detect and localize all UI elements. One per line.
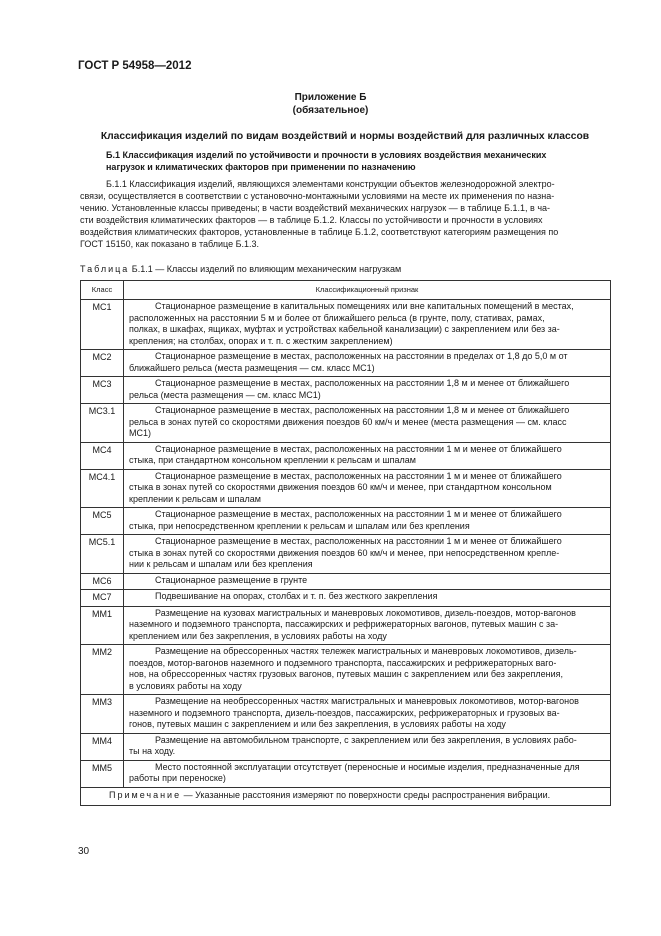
class-code-cell: ММ5 [81, 760, 124, 787]
description-line: рельса (места размещения — см. класс МС1) [129, 389, 321, 400]
class-description-cell [124, 733, 611, 760]
description-line: работы при переноске) [129, 773, 226, 783]
description-line: поездов, мотор-вагонов наземного и подземного транспорта, пассажирских и рефрижераторных ваго- [129, 657, 557, 668]
description-line: стыка, при стандартном консольном креплении к рельсам и шпалам [129, 455, 416, 465]
description-line: Подвешивание на опорах, столбах и т. п. без жесткого закрепления [155, 591, 438, 601]
class-description-cell [124, 404, 611, 443]
class-code-cell: МС5 [81, 508, 124, 535]
class-description-cell [124, 695, 611, 734]
description-line: ближайшего рельса (места размещения — см. класс МС1) [129, 362, 375, 373]
subsection-title-line: нагрузок и климатических факторов при применении по назначению [106, 161, 416, 172]
paragraph-line: ГОСТ 15150, как показано в таблице Б.1.3. [80, 238, 260, 249]
class-description-cell [124, 377, 611, 404]
description-line: стыка в зонах путей со скоростями движения поездов 60 км/ч и менее, при непосредственном крепле- [129, 547, 560, 558]
appendix-status: (обязательное) [292, 105, 369, 116]
table-note [81, 787, 611, 806]
note-text: — Указанные расстояния измеряют по поверхности среды распространения вибрации. [181, 789, 551, 800]
note-label: Примечание [109, 789, 182, 800]
table-caption-text: Б.1.1 — Классы изделий по влияющим механическим нагрузкам [129, 264, 402, 274]
description-line: Место постоянной эксплуатации отсутствует (переносные и носимые изделия, предназначенные для [155, 761, 580, 772]
description-line: наземного и подземного транспорта, пассажирских и рефрижераторных вагонов, путевых машин с за- [129, 619, 559, 629]
intro-paragraph [80, 179, 611, 250]
description-line: расположенных на расстоянии 5 м и более от ближайшего рельса (в грунте, полу, стативах, рамах, [129, 312, 545, 323]
class-code-cell: МС2 [81, 350, 124, 377]
description-line: нов, на обрессоренных частях грузовых вагонов, путевых машин с закреплением или без закрепления, [129, 669, 563, 679]
description-line: Стационарное размещение в местах, расположенных на расстоянии 1,8 м и менее от ближайшего [155, 378, 570, 388]
table-row [81, 508, 611, 535]
paragraph-line: воздействия климатических факторов, установленные в таблице Б.1.2, соответствуют категориям размещения по [80, 226, 559, 237]
class-description-cell [124, 590, 611, 607]
description-line: рельса в зонах путей со скоростями движения поездов 60 км/ч и менее (места размещения — см. класс [129, 416, 567, 427]
table-row [81, 733, 611, 760]
paragraph-line: чению. Установленные классы приведены; в части воздействий механических нагрузок — в таблице Б.1.1, в ча- [80, 202, 551, 213]
class-code-cell: ММ1 [81, 606, 124, 645]
description-line: Стационарное размещение в грунте [155, 574, 308, 585]
description-line: гонов, путевых машин с закреплением и или без закрепления, в условиях работы на ходу [129, 719, 506, 729]
class-description-cell [124, 760, 611, 787]
description-line: Размещение на обрессоренных частях тележек магистральных и маневровых локомотивов, дизель- [155, 646, 577, 656]
class-description-cell [124, 535, 611, 574]
class-description-cell [124, 508, 611, 535]
description-line: Стационарное размещение в капитальных помещениях или вне капитальных помещений в местах, [155, 301, 574, 311]
appendix-heading [0, 91, 661, 117]
table-row [81, 606, 611, 645]
description-line: Стационарное размещение в местах, расположенных на расстоянии 1 м и менее от ближайшего [155, 509, 562, 519]
class-description-cell [124, 645, 611, 695]
description-line: нии к рельсам и шпалам или без крепления [129, 559, 313, 569]
description-line: полках, в шкафах, ящиках, муфтах и устройствах кабельной канализации) с закреплением или без за- [129, 324, 560, 334]
table-header-row [81, 281, 611, 300]
description-line: Размещение на необрессоренных частях магистральных и маневровых локомотивов, мотор-вагонов [155, 696, 579, 706]
subsection-title [106, 150, 606, 173]
classification-table [80, 280, 611, 806]
table-row [81, 573, 611, 590]
class-code-cell: МС6 [81, 573, 124, 590]
class-description-cell [124, 350, 611, 377]
description-line: Стационарное размещение в местах, расположенных на расстоянии в пределах от 1,8 до 5,0 м от [155, 351, 568, 361]
class-code-cell: МС5.1 [81, 535, 124, 574]
page-number: 30 [78, 846, 90, 857]
class-code-cell: МС4 [81, 442, 124, 469]
description-line: Размещение на кузовах магистральных и маневровых локомотивов, дизель-поездов, мотор-вагонов [155, 607, 576, 618]
class-code-cell: МС7 [81, 590, 124, 607]
class-code-cell: ММ4 [81, 733, 124, 760]
table-caption [80, 264, 401, 274]
description-line: крепления; на столбах, опорах и т. п. с жестким закреплением) [129, 335, 393, 346]
class-description-cell [124, 573, 611, 590]
description-line: в условиях работы на ходу [129, 680, 242, 691]
description-line: МС1) [129, 428, 151, 438]
table-row [81, 590, 611, 607]
column-header-class: Класс [81, 281, 124, 300]
description-line: наземного и подземного транспорта, дизель-поездов, пассажирских, рефрижераторных и грузовых ва- [129, 707, 560, 718]
table-caption-label: Таблица [80, 264, 130, 274]
table-row [81, 404, 611, 443]
class-description-cell [124, 300, 611, 350]
table-row [81, 469, 611, 508]
description-line: стыка, при непосредственном креплении к рельсам и шпалам или без крепления [129, 520, 470, 531]
subsection-title-line: Б.1 Классификация изделий по устойчивости и прочности в условиях воздействия механических [106, 150, 547, 160]
table-row [81, 377, 611, 404]
class-code-cell: МС3.1 [81, 404, 124, 443]
table-row [81, 645, 611, 695]
column-header-feature: Классификационный признак [124, 281, 611, 300]
class-description-cell [124, 469, 611, 508]
description-line: Стационарное размещение в местах, расположенных на расстоянии 1,8 м и менее от ближайшего [155, 405, 570, 415]
class-code-cell: ММ3 [81, 695, 124, 734]
description-line: креплением или без закрепления, в условиях работы на ходу [129, 630, 387, 641]
class-description-cell [124, 442, 611, 469]
table-note-row [81, 787, 611, 806]
description-line: Стационарное размещение в местах, расположенных на расстоянии 1 м и менее от ближайшего [155, 470, 562, 481]
table-row [81, 535, 611, 574]
description-line: креплении к рельсам и шпалам [129, 493, 261, 504]
table-row [81, 695, 611, 734]
paragraph-line: связи, осуществляется в соответствии с установочно-монтажными условиями на месте их применения по назна- [80, 190, 555, 201]
class-code-cell: ММ2 [81, 645, 124, 695]
class-code-cell: МС3 [81, 377, 124, 404]
paragraph-line: сти воздействия климатических факторов — в таблице Б.1.2. Классы по устойчивости и прочности в условиях [80, 214, 543, 225]
description-line: стыка в зонах путей со скоростями движения поездов 60 км/ч и менее, при стандартном консольном [129, 482, 552, 492]
description-line: Стационарное размещение в местах, расположенных на расстоянии 1 м и менее от ближайшего [155, 536, 562, 546]
table-row [81, 350, 611, 377]
description-line: ты на ходу. [129, 746, 176, 756]
paragraph-line: Б.1.1 Классификация изделий, являющихся элементами конструкции объектов железнодорожной электро- [106, 179, 555, 189]
description-line: Стационарное размещение в местах, расположенных на расстоянии 1 м и менее от ближайшего [155, 443, 562, 454]
description-line: Размещение на автомобильном транспорте, с закреплением или без закрепления, в условиях рабо- [155, 734, 577, 745]
class-code-cell: МС4.1 [81, 469, 124, 508]
class-code-cell: МС1 [81, 300, 124, 350]
table-row [81, 442, 611, 469]
standard-number: ГОСТ Р 54958—2012 [78, 60, 192, 72]
class-description-cell [124, 606, 611, 645]
table-row [81, 760, 611, 787]
appendix-title: Приложение Б [294, 92, 367, 103]
table-row [81, 300, 611, 350]
section-title: Классификация изделий по видам воздействий и нормы воздействий для различных классов [100, 131, 590, 142]
